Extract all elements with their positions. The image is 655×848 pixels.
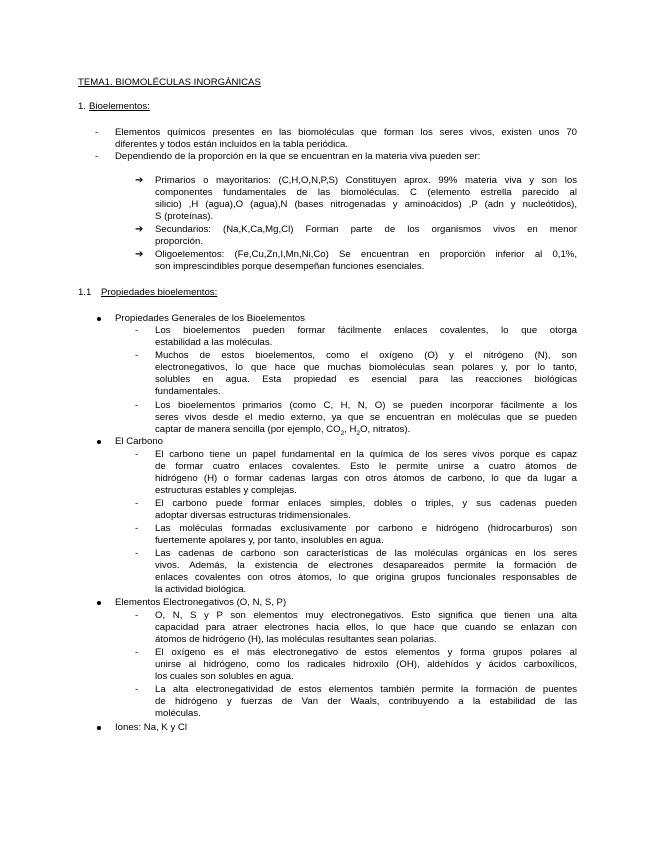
bullet-icon bbox=[97, 601, 101, 605]
sub-dash-line: fundamentales. bbox=[155, 386, 221, 397]
sub-dash-line: seres vivos desde el medio externo, ya que se encuentran en moléculas que se pueden bbox=[155, 412, 577, 423]
sub-dash-line: Las moléculas formadas exclusivamente por carbono e hidrógeno (hidrocarburos) son bbox=[155, 523, 577, 534]
sub-dash-line: El carbono tiene un papel fundamental en la química de los seres vivos porque es capaz bbox=[155, 449, 577, 460]
sub-dash-line: La alta electronegatividad de estos elementos también permite la formación de puentes bbox=[155, 684, 577, 695]
sub-dash-line: unirse al hidrógeno, como los radicales hidroxilo (OH), aldehídos y ácidos carboxílicos, bbox=[155, 659, 577, 670]
dash-marker: - bbox=[135, 684, 139, 695]
sub-dash-line: los cuales son solubles en agua. bbox=[155, 671, 294, 682]
arrow-icon: ➔ bbox=[135, 249, 144, 260]
sub-dash-line: Los bioelementos primarios (como C, H, N, O) se pueden incorporar fácilmente a los bbox=[155, 400, 577, 411]
sub-dash-line: hidrógeno (H) o formar cadenas largas con otros átomos de carbono, lo que da lugar a bbox=[155, 473, 577, 484]
bullet-label: Elementos Electronegativos (O, N, S, P) bbox=[115, 597, 287, 608]
arrow-icon: ➔ bbox=[135, 224, 144, 235]
sub-dash-line: la actividad biológica. bbox=[155, 584, 247, 595]
bullet-icon bbox=[97, 317, 101, 321]
sub-dash-line: enlaces covalentes con otros átomos, lo que origina grupos funcionales responsables de bbox=[155, 572, 577, 583]
sub-dash-line: vivos. Además, la existencia de electrones desapareados permite la formación de bbox=[155, 560, 577, 571]
sub-dash-line: solubles en agua. Esta propiedad es esencial para las reacciones biológicas bbox=[155, 374, 577, 385]
dash-marker: - bbox=[135, 523, 139, 534]
bullet-label: Propiedades Generales de los Bioelementos bbox=[115, 313, 305, 324]
sub-dash-line: electronegativos, lo que hace que muchas biomoléculas sean polares y, por lo tanto, bbox=[155, 362, 577, 373]
arrow-line: S (proteínas). bbox=[155, 211, 214, 222]
sub-dash-line: moléculas. bbox=[155, 708, 201, 719]
dash-line: Elementos químicos presentes en las biomoléculas que forman los seres vivos, existen unos 70 bbox=[115, 127, 577, 138]
dash-marker: - bbox=[95, 151, 99, 162]
section-1-number: 1. bbox=[78, 101, 87, 112]
arrow-line: silicio) ,H (agua),O (agua),N (bases nitrogenadas y aminoácidos) ,P (adn y nucleótidos), bbox=[155, 199, 577, 210]
dash-marker: - bbox=[135, 400, 139, 411]
sub-dash-line: de hidrógeno y fuerzas de Van der Waals, contribuyendo a la estabilidad de las bbox=[155, 696, 577, 707]
sub-dash-line-formula: captar de manera sencilla (por ejemplo, $CO_2$, $H_2O$, nitratos). bbox=[155, 424, 411, 437]
sub-dash-line: Las cadenas de carbono son características de las moléculas orgánicas en los seres bbox=[155, 548, 577, 559]
sub-dash-line: O, N, S y P son elementos muy electronegativos. Esto significa que tienen una alta bbox=[155, 610, 577, 621]
dash-line: Dependiendo de la proporción en la que se encuentran en la materia viva pueden ser: bbox=[115, 151, 481, 162]
arrow-line: son imprescindibles porque desempeñan funciones esenciales. bbox=[155, 261, 425, 272]
dash-marker: - bbox=[95, 127, 99, 138]
dash-marker: - bbox=[135, 498, 139, 509]
dash-marker: - bbox=[135, 350, 139, 361]
dash-marker: - bbox=[135, 449, 139, 460]
bullet-label: Iones: Na, K y Cl bbox=[115, 722, 187, 733]
sub-dash-line: átomos de hidrógeno (H), las moléculas resultantes sean polarias. bbox=[155, 634, 437, 645]
bullet-icon bbox=[97, 726, 101, 730]
dash-marker: - bbox=[135, 610, 139, 621]
document-title: TEMA1. BIOMOLÉCULAS INORGÁNICAS bbox=[78, 77, 261, 88]
sub-dash-line: estructuras estables y complejas. bbox=[155, 485, 297, 496]
dash-marker: - bbox=[135, 325, 139, 336]
sub-dash-line: El carbono puede formar enlaces simples, dobles o triples, y sus cadenas pueden bbox=[155, 498, 577, 509]
dash-marker: - bbox=[135, 548, 139, 559]
sub-dash-line: El oxígeno es el más electronegativo de estos elementos y forma grupos polares al bbox=[155, 647, 577, 658]
sub-dash-line: fuertemente apolares y, por tanto, insolubles en agua. bbox=[155, 535, 384, 546]
sub-dash-line: de formar cuatro enlaces covalentes. Esto le permite unirse a cuatro átomos de bbox=[155, 461, 577, 472]
section-1-heading: Bioelementos: bbox=[89, 101, 150, 112]
dash-line: diferentes y todos están incluidos en la tabla periódica. bbox=[115, 139, 349, 150]
sub-dash-line: estabilidad a las moléculas. bbox=[155, 337, 273, 348]
sub-dash-line: Muchos de estos bioelementos, como el oxígeno (O) y el nitrógeno (N), son bbox=[155, 350, 577, 361]
sub-dash-line: capacidad para atraer electrones hacia ellos, lo que hace que cuando se enlazan con bbox=[155, 622, 577, 633]
arrow-line: Primarios o mayoritarios: (C,H,O,N,P,S) Constituyen aprox. 99% materia viva y son los bbox=[155, 175, 577, 186]
arrow-line: Oligoelementos: (Fe,Cu,Zn,I,Mn,Ni,Co) Se encuentran en proporción inferior al 0,1%, bbox=[155, 249, 577, 260]
bullet-label: El Carbono bbox=[115, 436, 163, 447]
arrow-icon: ➔ bbox=[135, 175, 144, 186]
arrow-line: Secundarios: (Na,K,Ca,Mg,Cl) Forman parte de los organismos vivos en menor bbox=[155, 224, 577, 235]
section-1-1-number: 1.1 bbox=[78, 287, 92, 298]
section-1-1-heading: Propiedades bioelementos: bbox=[101, 287, 218, 298]
arrow-line: proporción. bbox=[155, 236, 203, 247]
bullet-icon bbox=[97, 440, 101, 444]
sub-dash-line: Los bioelementos pueden formar fácilmente enlaces covalentes, lo que otorga bbox=[155, 325, 577, 336]
arrow-line: componentes fundamentales de las biomoléculas. C (elemento estrella parecido al bbox=[155, 187, 577, 198]
sub-dash-line: adoptar diversas estructuras tridimensionales. bbox=[155, 510, 351, 521]
dash-marker: - bbox=[135, 647, 139, 658]
